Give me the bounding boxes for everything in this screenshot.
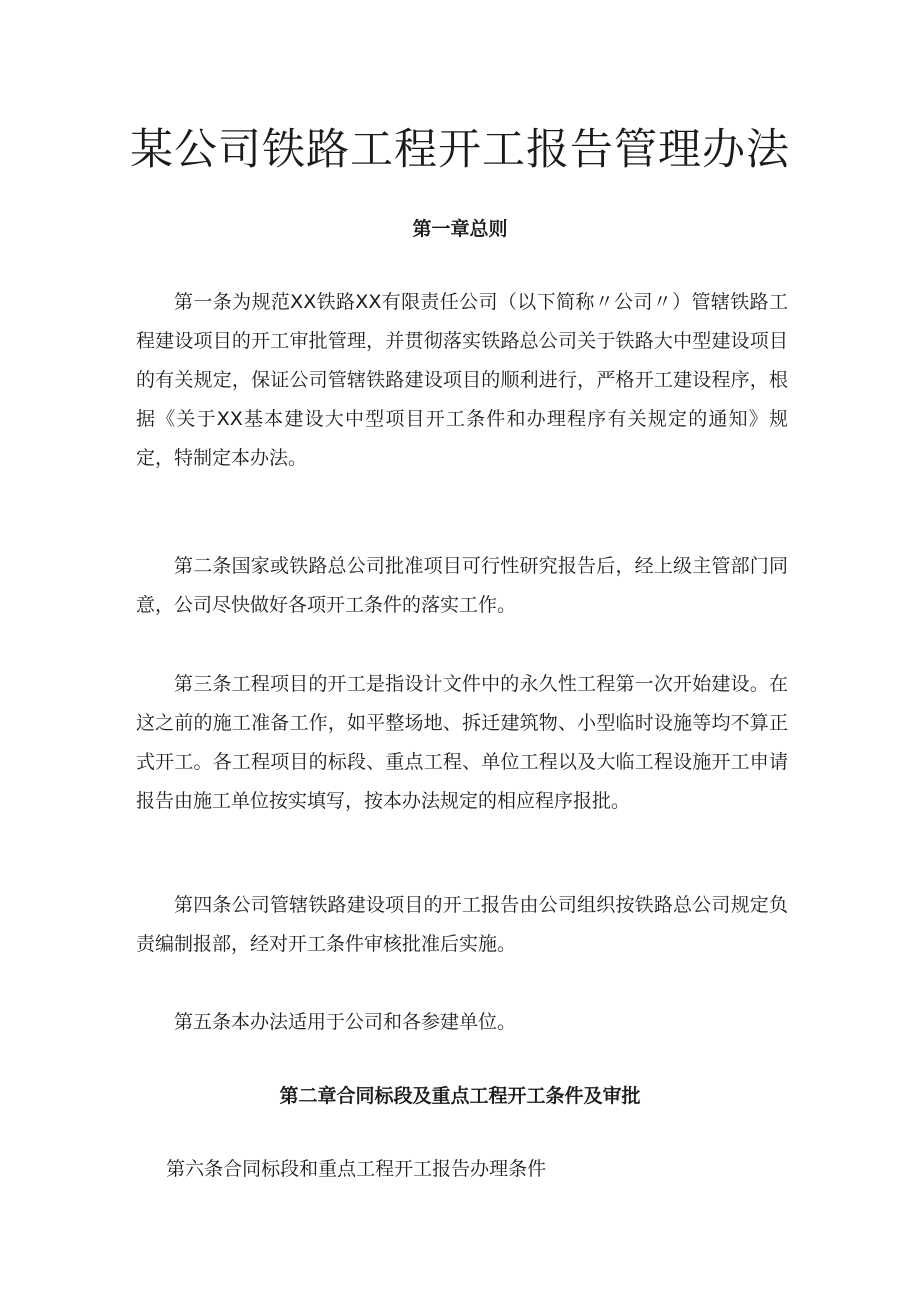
article-3: 第三条工程项目的开工是指设计文件中的永久性工程第一次开始建设。在这之前的施工准备工作，如平整场地、拆迁建筑物、小型临时设施等均不算正式开工。各工程项目的标段、重点工程、单位工程以及大临工程设施开工申请报告由施工单位按实填写，按本办法规定的相应程序报批。 (136, 673, 788, 812)
article-6: 第六条合同标段和重点工程开工报告办理条件 (166, 1158, 547, 1180)
article-1: 第一条为规范XX铁路XX有限责任公司（以下简称〃公司〃）管辖铁路工程建设项目的开工审批管理，并贯彻落实铁路总公司关于铁路大中型建设项目的有关规定，保证公司管辖铁路建设项目的顺利进行，严格开工建设程序，根据《关于XX基本建设大中型项目开工条件和办理程序有关规定的通知》规定，特制定本办法。 (136, 291, 788, 469)
article-5: 第五条本办法适用于公司和各参建单位。 (174, 1011, 517, 1033)
chapter-heading-1: 第一章总则 (412, 218, 508, 240)
article-2: 第二条国家或铁路总公司批准项目可行性研究报告后，经上级主管部门同意，公司尽快做好各项开工条件的落实工作。 (136, 555, 788, 616)
document-title: 某公司铁路工程开工报告管理办法 (130, 125, 790, 175)
article-4: 第四条公司管辖铁路建设项目的开工报告由公司组织按铁路总公司规定负责编制报部，经对开工条件审核批准后实施。 (136, 894, 788, 955)
chapter-heading-2: 第二章合同标段及重点工程开工条件及审批 (279, 1085, 641, 1107)
